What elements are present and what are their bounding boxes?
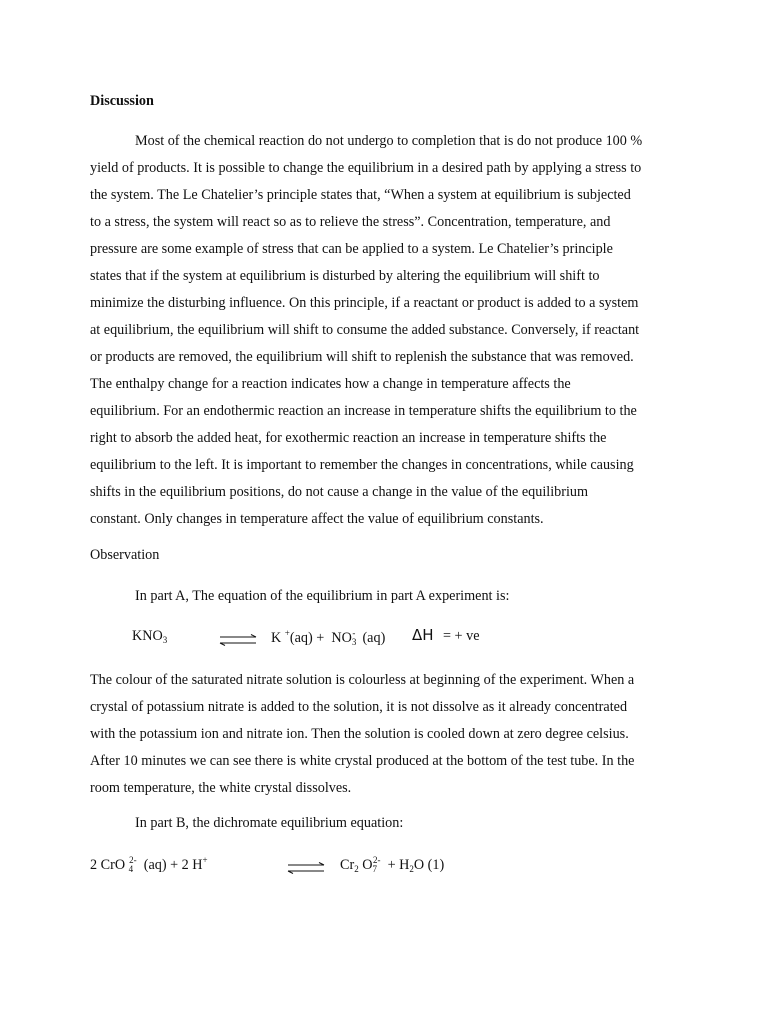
delta-h-value: = + ve [443,628,480,644]
text-line: shifts in the equilibrium positions, do not cause a change in the value of the equilibrium [90,484,589,500]
equation-a-reactant: $KNO_3$ [132,628,168,645]
text-line: The colour of the saturated nitrate solution is colourless at beginning of the experiment. When a [90,672,635,688]
observation-heading: Observation [90,547,160,563]
part-b-intro: In part B, the dichromate equilibrium equation: [135,815,404,831]
discussion-paragraph [90,128,678,533]
text-line: constant. Only changes in temperature affect the value of equilibrium constants. [90,511,544,527]
text-line: equilibrium. For an endothermic reaction an increase in temperature shifts the equilibrium to the [90,403,637,419]
text-line: or products are removed, the equilibrium will shift to replenish the substance that was removed. [90,349,634,365]
delta-h-symbol: ΔH [412,626,434,644]
text-line: yield of products. It is possible to change the equilibrium in a desired path by applying a stress to [90,160,642,176]
text-line: room temperature, the white crystal dissolves. [90,780,352,796]
discussion-heading: Discussion [90,93,154,109]
text-line: at equilibrium, the equilibrium will shift to consume the added substance. Conversely, if reactant [90,322,640,338]
equilibrium-arrows-icon [218,634,258,646]
equation-b-reactants: 2 CrO $_4^{2-}$ (aq) + 2 H+ [90,855,208,874]
text-line: minimize the disturbing influence. On this principle, if a reactant or product is added to a system [90,295,639,311]
text-line: Most of the chemical reaction do not undergo to completion that is do not produce 100 % [135,133,643,149]
equilibrium-arrows-icon [286,862,326,874]
text-line: the system. The Le Chatelier’s principle states that, “When a system at equilibrium is subjected [90,187,631,203]
part-a-intro: In part A, The equation of the equilibrium in part A experiment is: [135,588,510,604]
part-a-paragraph [90,667,678,802]
text-line: states that if the system at equilibrium is disturbed by altering the equilibrium will shift to [90,268,600,284]
text-line: pressure are some example of stress that can be applied to a system. Le Chatelier’s principle [90,241,613,257]
text-line: right to absorb the added heat, for exothermic reaction an increase in temperature shifts the [90,430,607,446]
equation-b-products: $Cr_2$ $O_7^{2-} + H_2O$ (1) [340,855,445,874]
text-line: After 10 minutes we can see there is white crystal produced at the bottom of the test tube. In the [90,753,635,769]
text-line: to a stress, the system will react so as to relieve the stress”. Concentration, temperature, and [90,214,611,230]
text-line: with the potassium ion and nitrate ion. Then the solution is cooled down at zero degree celsius. [90,726,629,742]
text-line: crystal of potassium nitrate is added to the solution, it is not dissolve as it already concentrated [90,699,628,715]
text-line: The enthalpy change for a reaction indicates how a change in temperature affects the [90,376,571,392]
text-line: equilibrium to the left. It is important to remember the changes in concentrations, while causing [90,457,634,473]
equation-a-products: K $^+(aq) + NO_3^-$ (aq) [271,628,386,647]
